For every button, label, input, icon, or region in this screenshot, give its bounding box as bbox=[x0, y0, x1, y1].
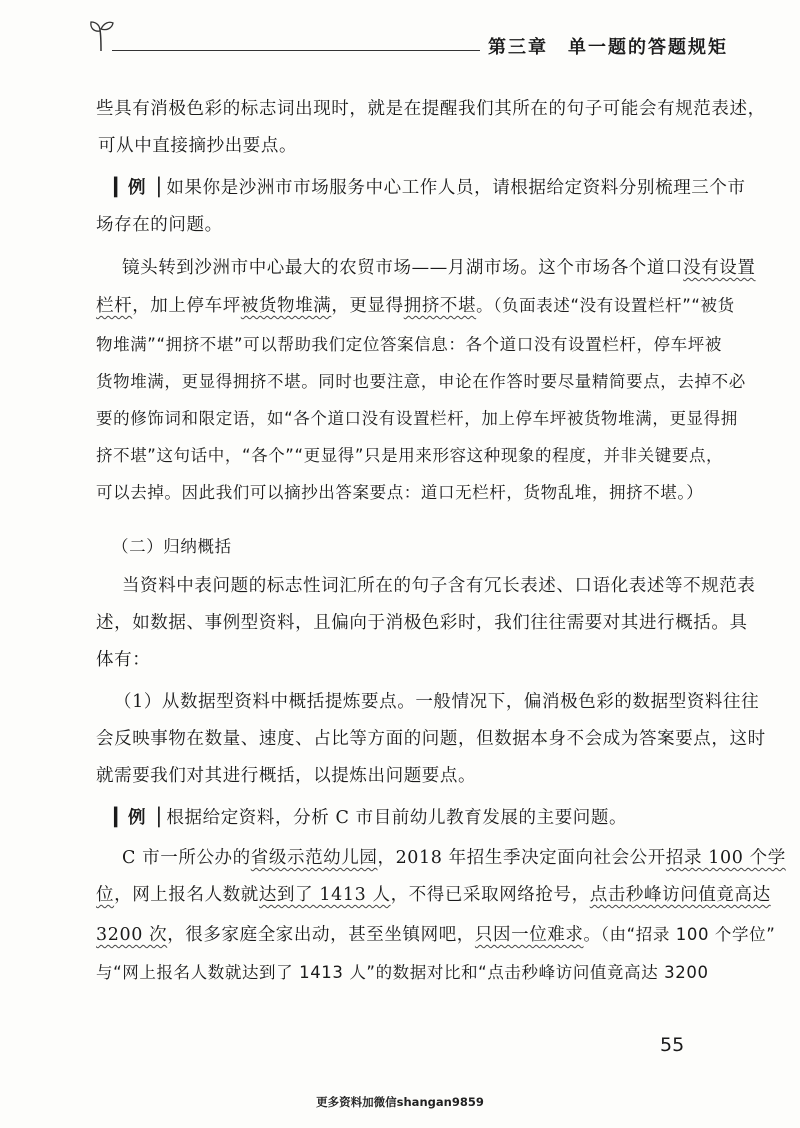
example-label: ▎例▕ bbox=[114, 808, 161, 828]
analysis-1 bbox=[96, 326, 746, 511]
marked-phrase: 3200 次 bbox=[96, 925, 168, 945]
material-2-line1 bbox=[122, 840, 786, 877]
analysis-2 bbox=[96, 954, 709, 991]
example-1-cont bbox=[96, 207, 702, 244]
page-number: 55 bbox=[660, 1034, 685, 1056]
marked-phrase: 省级示范幼儿园 bbox=[250, 848, 378, 868]
footer-note: 更多资料加微信shangan9859 bbox=[316, 1095, 484, 1109]
para-2-first bbox=[122, 568, 756, 605]
text-line: 体有： bbox=[96, 650, 151, 670]
text-line: 货物堆满，更显得拥挤不堪。同时也要注意，申论在作答时要尽量精简要点，去掉不必 bbox=[96, 372, 746, 391]
text-span: ，2018 年招生季决定面向社会公开 bbox=[377, 848, 666, 868]
text-line: 挤不堪”这句话中，“各个”“更显得”只是用来形容这种现象的程度，并非关键要点， bbox=[96, 446, 724, 465]
text-line: 物堆满”“拥挤不堪”可以帮助我们定位答案信息：各个道口没有设置栏杆，停车坪被 bbox=[96, 335, 722, 354]
text-span: ，网上报名人数就 bbox=[114, 885, 259, 905]
marked-phrase: 拥挤不堪 bbox=[403, 296, 477, 316]
marked-phrase: 被货物堆满 bbox=[240, 296, 332, 316]
text-line: 述，如数据、事例型资料，且偏向于消极色彩时，我们往往需要对其进行概括。具 bbox=[96, 613, 748, 633]
text-line: 场存在的问题。 bbox=[96, 215, 223, 235]
marked-phrase: 没有设置 bbox=[683, 258, 756, 278]
example-question: 根据给定资料，分析 C 市目前幼儿教育发展的主要问题。 bbox=[166, 808, 628, 828]
text-line: 要的修饰词和限定语，如“各个道口没有设置栏杆，加上停车坪被货物堆满，更显得拥 bbox=[96, 409, 738, 428]
text-span: 镜头转到沙洲市中心最大的农贸市场——月湖市场。这个市场各个道口 bbox=[122, 258, 684, 278]
text-span: ，更显得 bbox=[331, 296, 404, 316]
text-line: 与“网上报名人数就达到了 1413 人”的数据对比和“点击秒峰访问值竟高达 3200 bbox=[96, 963, 709, 982]
example-question: 如果你是沙洲市市场服务中心工作人员，请根据给定资料分别梳理三个市 bbox=[166, 178, 746, 198]
text-line: 当资料中表问题的标志性词汇所在的句子含有冗长表述、口语化表述等不规范表 bbox=[122, 576, 756, 596]
text-span: ，加上停车坪 bbox=[132, 296, 241, 316]
material-2-line2 bbox=[96, 877, 771, 914]
text-span: ，很多家庭全家出动，甚至坐镇网吧， bbox=[167, 925, 475, 945]
heading-text: （二）归纳概括 bbox=[112, 537, 232, 556]
text-span: C 市一所公办的 bbox=[122, 848, 251, 868]
material-1-line1 bbox=[122, 250, 756, 287]
intro-paragraph bbox=[96, 91, 766, 165]
text-line: 会反映事物在数量、速度、占比等方面的问题，但数据本身不会成为答案要点，这时 bbox=[96, 729, 766, 749]
sprout-icon bbox=[88, 18, 114, 52]
text-line: （1）从数据型资料中概括提炼要点。一般情况下，偏消极色彩的数据型资料往往 bbox=[114, 692, 760, 712]
example-2 bbox=[114, 800, 702, 837]
para-3-first bbox=[114, 684, 760, 721]
page-header bbox=[0, 0, 800, 60]
text-line: 可从中直接摘抄出要点。 bbox=[98, 136, 298, 156]
marked-phrase: 达到了 1413 人 bbox=[258, 885, 391, 905]
text-line: 就需要我们对其进行概括，以提炼出问题要点。 bbox=[96, 766, 477, 786]
example-label: ▎例▕ bbox=[114, 178, 161, 198]
text-span: ，不得已采取网络抢号， bbox=[390, 885, 590, 905]
section-heading bbox=[112, 528, 718, 565]
marked-phrase: 位 bbox=[96, 885, 115, 905]
para-3 bbox=[96, 721, 766, 795]
text-line: 可以去掉。因此我们可以摘抄出答案要点：道口无栏杆，货物乱堆，拥挤不堪。） bbox=[96, 483, 704, 502]
material-2-line3 bbox=[96, 916, 776, 953]
analysis-text: 。（负面表述“没有设置栏杆”“被货 bbox=[476, 296, 735, 315]
example-1 bbox=[114, 170, 746, 207]
marked-phrase: 只因一位难求 bbox=[474, 925, 584, 945]
chapter-title: 第三章 单一题的答题规矩 bbox=[488, 37, 728, 58]
header-rule bbox=[112, 50, 480, 51]
analysis-text: 。（由“招录 100 个学位” bbox=[583, 925, 776, 944]
marked-phrase: 点击秒峰访问值竟高达 bbox=[589, 885, 771, 905]
text-line: 些具有消极色彩的标志词出现时，就是在提醒我们其所在的句子可能会有规范表述， bbox=[96, 99, 766, 119]
marked-phrase: 栏杆 bbox=[96, 296, 133, 316]
para-2 bbox=[96, 605, 748, 679]
material-1-line2 bbox=[96, 287, 735, 324]
marked-phrase: 招录 100 个学 bbox=[665, 848, 786, 868]
